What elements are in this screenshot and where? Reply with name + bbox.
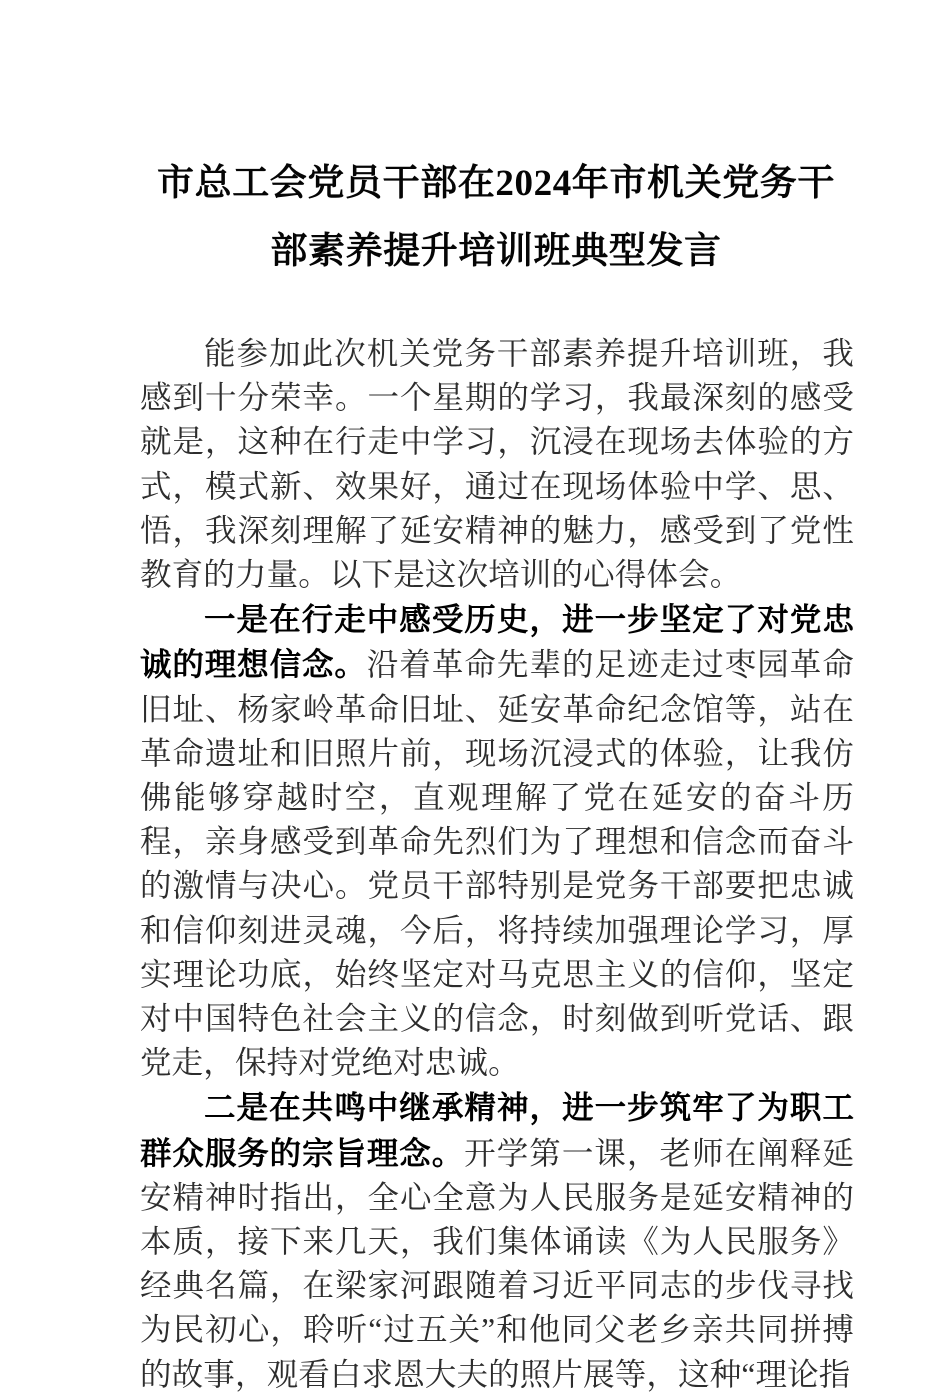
section-two-text: 开学第一课，老师在阐释延安精神时指出，全心全意为人民服务是延安精神的本质，接下来几天，我们集体诵读《为人民服务》经典名篇，在梁家河跟随着习近平同志的步伐寻找为民初心，聆听“过五关”和他同父老乡亲共同拼搏的故事，观看白求恩大夫的照片展等，这种“理论指: [140, 1135, 854, 1392]
document-body: [140, 332, 854, 1397]
page-title: [140, 150, 852, 286]
paragraph-section-two: [140, 1085, 854, 1396]
paragraph-intro: [140, 332, 854, 597]
section-one-text: 沿着革命先辈的足迹走过枣园革命旧址、杨家岭革命旧址、延安革命纪念馆等，站在革命遗址和旧照片前，现场沉浸式的体验，让我仿佛能够穿越时空，直观理解了党在延安的奋斗历程，亲身感受到革命先烈们为了理想和信念而奋斗的激情与决心。党员干部特别是党务干部要把忠诚和信仰刻进灵魂，今后，将持续加强理论学习，厚实理论功底，始终坚定对马克思主义的信仰，坚定对中国特色社会主义的信念，时刻做到听党话、跟党走，保持对党绝对忠诚。: [140, 647, 854, 1081]
title-line-2: 部素养提升培训班典型发言: [270, 231, 722, 272]
title-line-1: 市总工会党员干部在2024年市机关党务干: [157, 163, 835, 204]
paragraph-section-one: [140, 597, 854, 1085]
section-two-heading: 二是在共鸣中继承精神，进一步筑牢了为职工群众服务的宗旨理念。: [140, 1089, 854, 1171]
paragraph-intro-text: 能参加此次机关党务干部素养提升培训班，我感到十分荣幸。一个星期的学习，我最深刻的感受就是，这种在行走中学习，沉浸在现场去体验的方式，模式新、效果好，通过在现场体验中学、思、悟，我深刻理解了延安精神的魅力，感受到了党性教育的力量。以下是这次培训的心得体会。: [140, 336, 854, 593]
section-one-heading: 一是在行走中感受历史，进一步坚定了对党忠诚的理想信念。: [140, 601, 854, 683]
